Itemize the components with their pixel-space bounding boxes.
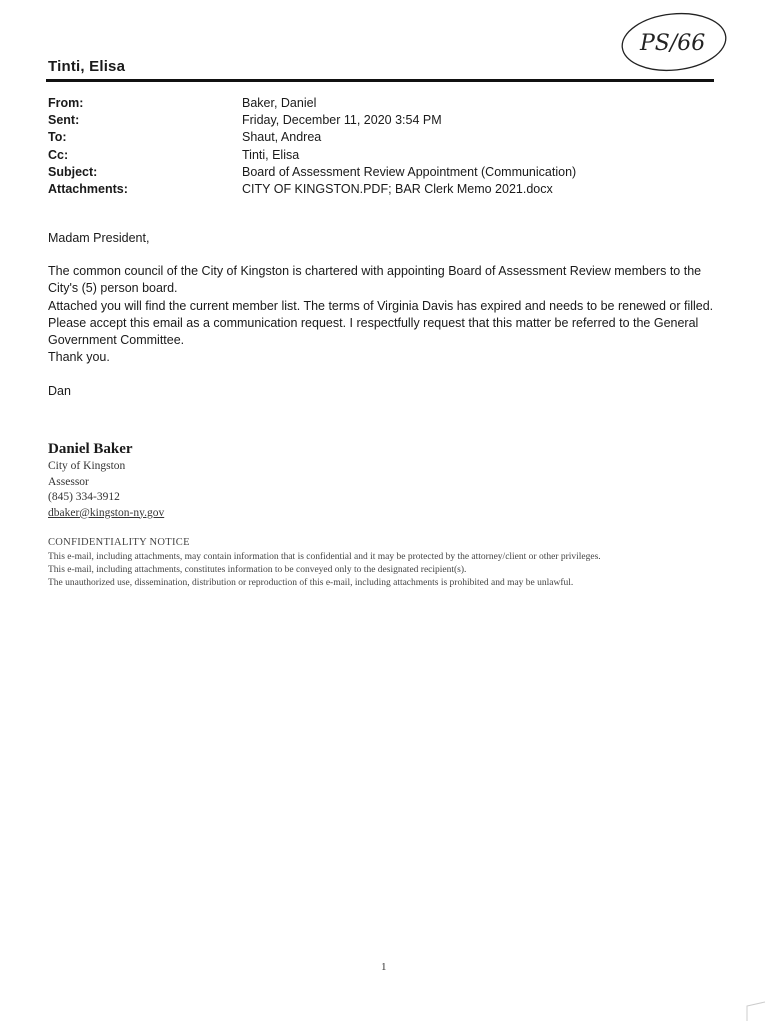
signoff: Dan	[48, 384, 71, 399]
notice-line: The unauthorized use, dissemination, distribution or reproduction of this e-mail, including attachments is prohibited and may be unlawful.	[48, 578, 574, 588]
greeting: Madam President,	[48, 231, 150, 245]
handwritten-stamp	[618, 6, 728, 72]
signature-email-link[interactable]: dbaker@kingston-ny.gov	[48, 506, 165, 519]
notice-line: This e-mail, including attachments, may contain information that is confidential and it may be protected by the attorney/client or other privileges.	[48, 552, 601, 562]
body-paragraph: Attached you will find the current member list. The terms of Virginia Davis has expired and needs to be renewed or filled.	[48, 298, 714, 313]
signature-org: City of Kingston	[48, 460, 126, 472]
page-number: 1	[381, 961, 387, 973]
body-paragraph: Please accept this email as a communication request. I respectfully request that this matter be referred to the General Government Committee.	[48, 315, 699, 348]
attachments-value: CITY OF KINGSTON.PDF; BAR Clerk Memo 2021.docx	[242, 181, 553, 196]
confidentiality-notice	[48, 536, 728, 590]
signature-title: Assessor	[48, 475, 89, 488]
field-label: Attachments:	[48, 181, 128, 196]
notice-title: CONFIDENTIALITY NOTICE	[48, 537, 190, 548]
subject-value: Board of Assessment Review Appointment (Communication)	[242, 164, 577, 179]
from-value: Baker, Daniel	[242, 96, 317, 110]
email-body	[48, 230, 728, 401]
sent-value: Friday, December 11, 2020 3:54 PM	[242, 113, 442, 128]
body-paragraph: Thank you.	[48, 350, 110, 365]
field-label: Subject:	[48, 164, 98, 179]
scan-corner-mark	[745, 1000, 767, 1022]
to-value: Shaut, Andrea	[242, 130, 322, 145]
signature-name: Daniel Baker	[48, 441, 133, 457]
mailbox-owner-name: Tinti, Elisa	[48, 58, 126, 75]
field-label: Cc:	[48, 147, 69, 162]
field-label: Sent:	[48, 113, 80, 128]
field-label: To:	[48, 130, 67, 145]
body-paragraph: The common council of the City of Kingston is chartered with appointing Board of Assessment Review members to the City's (5) person board.	[48, 264, 702, 296]
stamp-text: PS/66	[640, 31, 706, 56]
field-label: From:	[48, 96, 84, 110]
email-signature	[48, 440, 164, 521]
cc-value: Tinti, Elisa	[242, 147, 300, 162]
signature-phone: (845) 334-3912	[48, 491, 120, 503]
notice-line: This e-mail, including attachments, constitutes information to be conveyed only to the designated recipient(s).	[48, 565, 467, 575]
header-divider	[46, 79, 714, 82]
